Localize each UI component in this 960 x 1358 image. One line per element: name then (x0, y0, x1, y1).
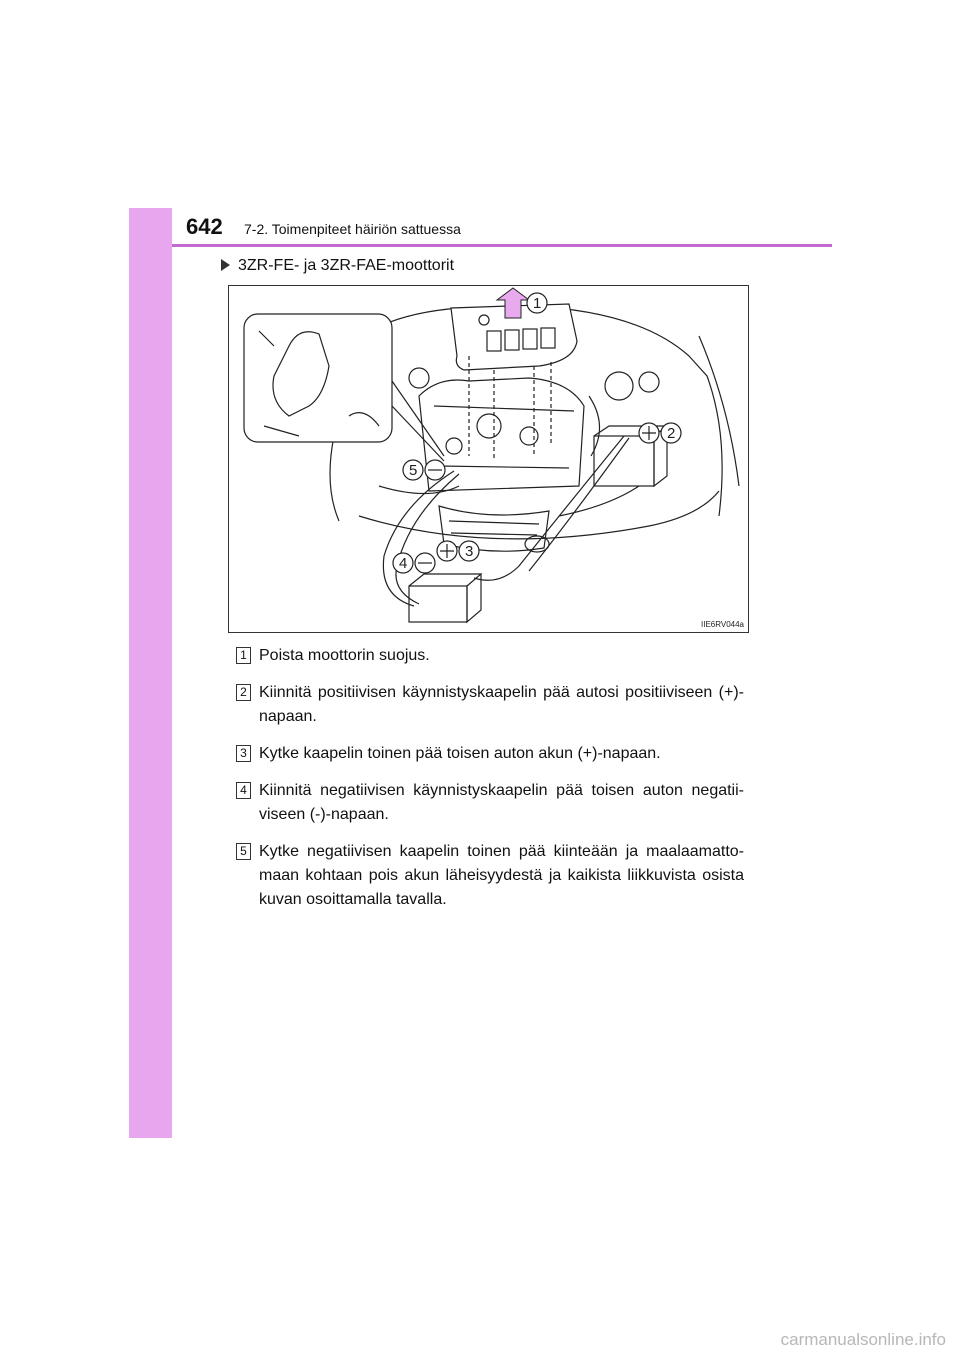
step-item (236, 742, 744, 766)
section-title: 7-2. Toimenpiteet häiriön sattuessa (244, 221, 461, 237)
callout-4: 4 (399, 555, 408, 572)
subheading-text: 3ZR-FE- ja 3ZR-FAE-moottorit (238, 257, 455, 274)
step-item (236, 779, 744, 827)
step-item (236, 840, 744, 912)
watermark: carmanualsonline.info (780, 1330, 946, 1349)
step-number: 5 (236, 843, 251, 860)
callout-2: 2 (667, 425, 676, 442)
step-item (236, 681, 744, 729)
callout-1: 1 (533, 295, 542, 312)
step-item (236, 644, 744, 668)
callout-3: 3 (465, 543, 474, 560)
step-number: 3 (236, 745, 251, 762)
figure-code: IIE6RV044a (701, 620, 744, 629)
engine-illustration (229, 286, 748, 632)
subheading (221, 257, 454, 275)
step-text: Poista moottorin suojus. (259, 647, 430, 664)
chapter-sidebar-tab (129, 208, 172, 1138)
step-text: Kiinnitä negatiivisen käynnistyskaapelin pää toisen auton negatii-viseen (-)-napaan. (259, 782, 744, 823)
step-number: 2 (236, 684, 251, 701)
triangle-bullet-icon (221, 259, 230, 271)
step-text: Kytke kaapelin toinen pää toisen auton akun (+)-napaan. (259, 745, 661, 762)
step-number: 4 (236, 782, 251, 799)
page-number: 642 (186, 214, 223, 239)
steps-list (236, 644, 744, 925)
step-number: 1 (236, 647, 251, 664)
header-rule (172, 244, 832, 247)
step-text: Kiinnitä positiivisen käynnistyskaapelin pää autosi positiiviseen (+)-napaan. (259, 684, 744, 725)
engine-jump-start-figure (228, 285, 749, 633)
callout-5: 5 (409, 462, 418, 479)
step-text: Kytke negatiivisen kaapelin toinen pää kiinteään ja maalaamatto-maan kohtaan pois akun läheisyydestä ja kaikista liikkuvista osista kuvan osoittamalla tavalla. (259, 843, 744, 908)
